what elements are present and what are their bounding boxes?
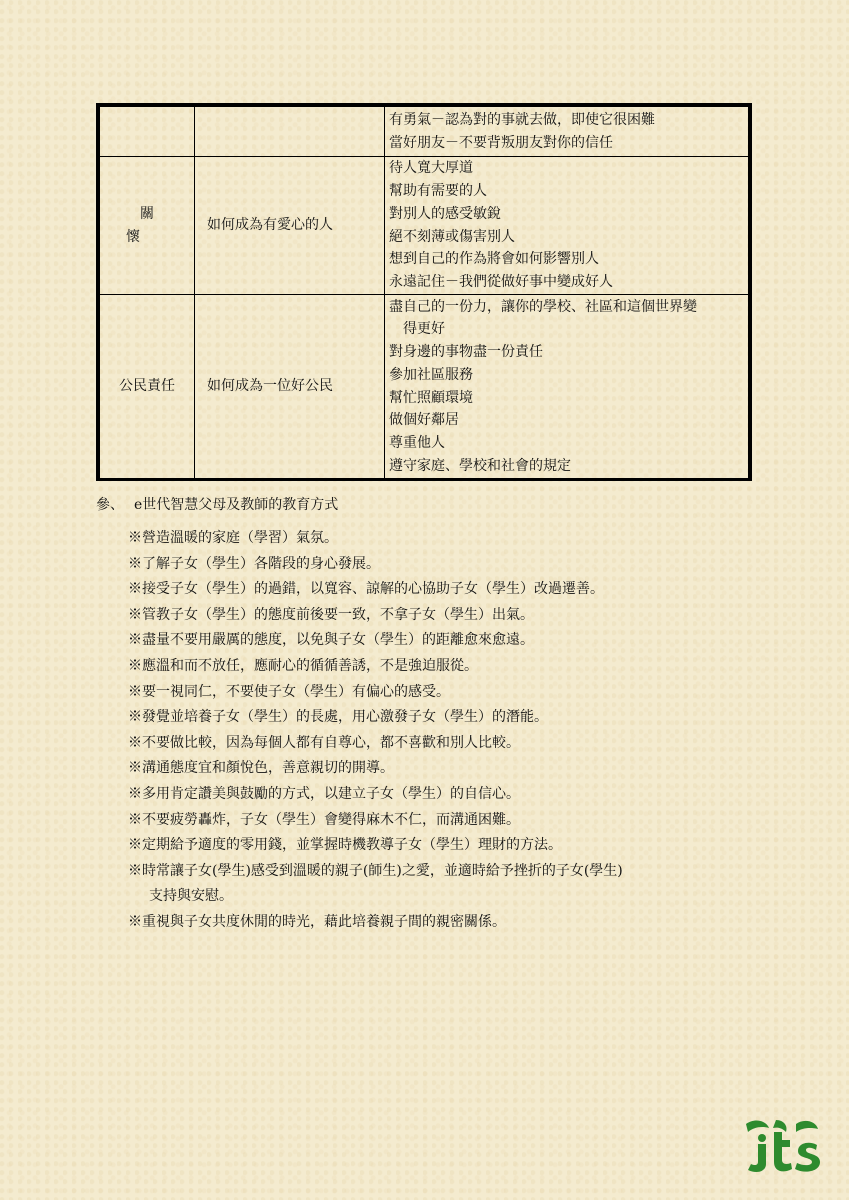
list-item-text: ※應溫和而不放任，應耐心的循循善誘，不是強迫服從。 (128, 657, 478, 674)
topic-cell: 如何成為一位好公民 (195, 295, 385, 479)
list-item (128, 731, 778, 757)
category-label: 關懷 (126, 205, 182, 245)
guideline-list (128, 526, 778, 936)
table-row (100, 107, 749, 157)
list-item-continuation: 支持與安慰。 (149, 888, 233, 905)
category-cell: 公民責任 (100, 295, 195, 479)
category-cell (100, 157, 195, 295)
list-item (128, 526, 778, 552)
behavior-line: 盡自己的一份力，讓你的學校、社區和這個世界變 (389, 298, 697, 315)
list-item-text: ※不要做比較，因為每個人都有自尊心，都不喜歡和別人比較。 (128, 734, 520, 751)
list-item-text: ※多用肯定讚美與鼓勵的方式，以建立子女（學生）的自信心。 (128, 785, 520, 802)
list-item (128, 756, 778, 782)
jts-logo-icon (738, 1118, 824, 1176)
behavior-line: 尊重他人 (389, 434, 445, 451)
list-item (128, 577, 778, 603)
list-item-text: ※溝通態度宜和顏悅色，善意親切的開導。 (128, 760, 394, 777)
section-title: e世代智慧父母及教師的教育方式 (134, 497, 339, 513)
list-item-text: ※營造溫暖的家庭（學習）氣氛。 (128, 530, 338, 546)
behavior-line: 幫助有需要的人 (389, 183, 487, 200)
behaviors-cell (385, 295, 749, 479)
list-item-text: ※定期給予適度的零用錢，並掌握時機教導子女（學生）理財的方法。 (128, 837, 562, 854)
behavior-line: 對別人的感受敏銳 (389, 205, 501, 222)
section-heading (96, 494, 338, 516)
table-row (100, 157, 749, 295)
logo-mark (746, 1120, 820, 1172)
behavior-line: 幫忙照顧環境 (389, 389, 473, 406)
list-item (128, 910, 778, 936)
list-item (128, 705, 778, 731)
list-item-text: ※要一視同仁，不要使子女（學生）有偏心的感受。 (128, 683, 450, 700)
behavior-line: 想到自己的作為將會如何影響別人 (389, 251, 599, 268)
list-item (128, 628, 778, 654)
behavior-line: 絕不刻薄或傷害別人 (389, 228, 515, 245)
list-item (128, 808, 778, 834)
list-item (128, 552, 778, 578)
list-item-text: ※重視與子女共度休閒的時光，藉此培養親子間的親密關係。 (128, 913, 506, 930)
values-table (96, 103, 752, 481)
behavior-line: 遵守家庭、學校和社會的規定 (389, 457, 571, 474)
list-item (128, 680, 778, 706)
list-item-text: ※管教子女（學生）的態度前後要一致，不拿子女（學生）出氣。 (128, 606, 534, 623)
behavior-line: 做個好鄰居 (389, 412, 459, 429)
behavior-line: 得更好 (403, 321, 445, 338)
behaviors-cell (385, 107, 749, 157)
behavior-line: 當好朋友－不要背叛朋友對你的信任 (389, 134, 613, 151)
table-row (100, 295, 749, 479)
behavior-line: 參加社區服務 (389, 366, 473, 383)
list-item-text: ※接受子女（學生）的過錯，以寬容、諒解的心協助子女（學生）改過遷善。 (128, 581, 604, 598)
section-number: 參、 (96, 497, 124, 513)
topic-cell (195, 107, 385, 157)
behavior-line: 有勇氣－認為對的事就去做，即使它很困難 (389, 111, 655, 128)
list-item-text: ※時常讓子女(學生)感受到溫暖的親子(師生)之愛，並適時給予挫折的子女(學生) (128, 862, 623, 879)
list-item-text: ※發覺並培養子女（學生）的長處，用心激發子女（學生）的潛能。 (128, 709, 548, 726)
category-cell (100, 107, 195, 157)
list-item (128, 603, 778, 629)
values-table-grid (99, 106, 749, 479)
behavior-line: 對身邊的事物盡一份責任 (389, 344, 543, 361)
behaviors-cell (385, 157, 749, 295)
topic-cell: 如何成為有愛心的人 (195, 157, 385, 295)
list-item-text: ※不要疲勞轟炸，子女（學生）會變得麻木不仁，而溝通困難。 (128, 811, 520, 828)
behavior-line: 永遠記住－我們從做好事中變成好人 (389, 273, 613, 290)
list-item (128, 654, 778, 680)
list-item (128, 833, 778, 859)
list-item (128, 859, 778, 910)
behavior-line: 待人寬大厚道 (389, 160, 473, 177)
list-item-text: ※了解子女（學生）各階段的身心發展。 (128, 555, 380, 572)
list-item-text: ※盡量不要用嚴厲的態度，以免與子女（學生）的距離愈來愈遠。 (128, 632, 534, 649)
list-item (128, 782, 778, 808)
